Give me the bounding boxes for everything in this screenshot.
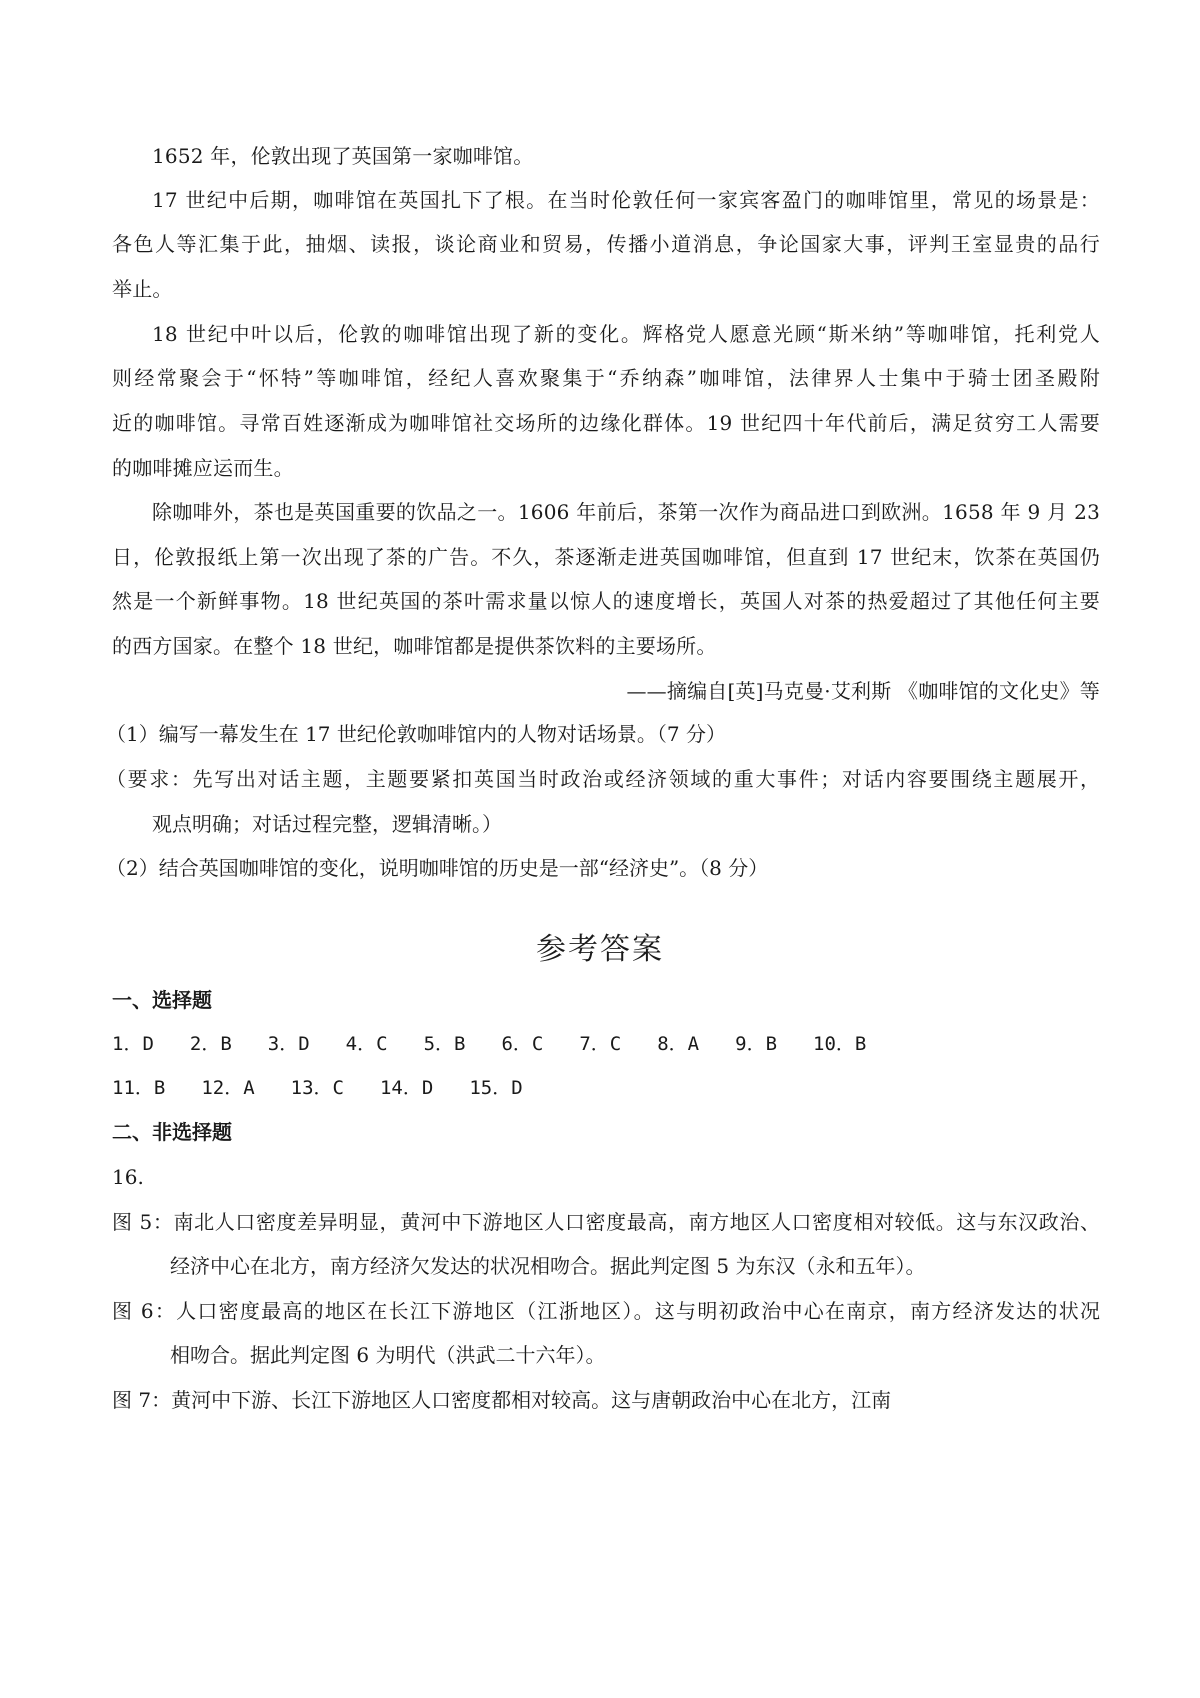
question-1-requirement-line-1: （要求：先写出对话主题，主题要紧扣英国当时政治或经济领域的重大事件；对话内容要围绕主题展开， — [106, 767, 1100, 791]
answer-8: 8．A — [657, 1033, 700, 1055]
answer-key-title: 参考答案 — [536, 932, 664, 967]
fig-6-answer-line-2: 相吻合。据此判定图 6 为明代（洪武二十六年）。 — [170, 1343, 606, 1367]
answer-11: 11．B — [112, 1077, 166, 1099]
fig-5-answer-line-1: 图 5：南北人口密度差异明显，黄河中下游地区人口密度最高，南方地区人口密度相对较低。这与东汉政治、 — [112, 1210, 1100, 1234]
question-1: （1）编写一幕发生在 17 世纪伦敦咖啡馆内的人物对话场景。（7 分） — [106, 722, 726, 746]
question-16-label: 16. — [112, 1165, 144, 1189]
answer-10: 10．B — [813, 1033, 867, 1055]
passage-source: ——摘编自[英]马克曼·艾利斯 《咖啡馆的文化史》等 — [626, 679, 1100, 703]
passage-paragraph-2-line-1: 17 世纪中后期，咖啡馆在英国扎下了根。在当时伦敦任何一家宾客盈门的咖啡馆里，常见的场景是： — [152, 188, 1100, 212]
passage-paragraph-1: 1652 年，伦敦出现了英国第一家咖啡馆。 — [152, 144, 534, 168]
passage-paragraph-2-line-3: 举止。 — [112, 277, 173, 301]
answer-2: 2．B — [189, 1033, 232, 1055]
answer-4: 4．C — [345, 1033, 388, 1055]
answer-12: 12．A — [201, 1077, 255, 1099]
section-multiple-choice: 一、选择题 — [112, 988, 212, 1012]
passage-paragraph-4-line-1: 除咖啡外，茶也是英国重要的饮品之一。1606 年前后，茶第一次作为商品进口到欧洲。1658 年 9 月 23 — [152, 500, 1100, 524]
fig-5-answer-line-2: 经济中心在北方，南方经济欠发达的状况相吻合。据此判定图 5 为东汉（永和五年）。 — [170, 1254, 926, 1278]
passage-paragraph-3-line-4: 的咖啡摊应运而生。 — [112, 456, 294, 480]
answers-row-2 — [112, 1074, 559, 1102]
answers-row-1 — [112, 1030, 902, 1058]
section-non-multiple-choice: 二、非选择题 — [112, 1120, 232, 1144]
passage-paragraph-4-line-4: 的西方国家。在整个 18 世纪，咖啡馆都是提供茶饮料的主要场所。 — [112, 634, 717, 658]
passage-paragraph-4-line-2: 日，伦敦报纸上第一次出现了茶的广告。不久，茶逐渐走进英国咖啡馆，但直到 17 世纪末，饮茶在英国仍 — [112, 545, 1100, 569]
answer-14: 14．D — [379, 1077, 434, 1099]
passage-paragraph-3-line-3: 近的咖啡馆。寻常百姓逐渐成为咖啡馆社交场所的边缘化群体。19 世纪四十年代前后，满足贫穷工人需要 — [112, 411, 1100, 435]
answer-5: 5．B — [423, 1033, 466, 1055]
passage-paragraph-3-line-2: 则经常聚会于“怀特”等咖啡馆，经纪人喜欢聚集于“乔纳森”咖啡馆，法律界人士集中于骑士团圣殿附 — [112, 366, 1100, 390]
answer-15: 15．D — [469, 1077, 523, 1099]
answer-1: 1．D — [112, 1033, 154, 1055]
fig-7-answer-line-1: 图 7：黄河中下游、长江下游地区人口密度都相对较高。这与唐朝政治中心在北方，江南 — [112, 1388, 892, 1412]
answer-7: 7．C — [579, 1033, 622, 1055]
passage-paragraph-3-line-1: 18 世纪中叶以后，伦敦的咖啡馆出现了新的变化。辉格党人愿意光顾“斯米纳”等咖啡馆，托利党人 — [152, 322, 1100, 346]
answer-3: 3．D — [267, 1033, 310, 1055]
answer-13: 13．C — [290, 1077, 344, 1099]
passage-paragraph-4-line-3: 然是一个新鲜事物。18 世纪英国的茶叶需求量以惊人的速度增长，英国人对茶的热爱超过了其他任何主要 — [112, 589, 1100, 613]
answer-6: 6．C — [501, 1033, 544, 1055]
question-2: （2）结合英国咖啡馆的变化，说明咖啡馆的历史是一部“经济史”。（8 分） — [106, 856, 769, 880]
question-1-requirement-line-2: 观点明确；对话过程完整，逻辑清晰。） — [152, 812, 502, 836]
fig-6-answer-line-1: 图 6：人口密度最高的地区在长江下游地区（江浙地区）。这与明初政治中心在南京，南方经济发达的状况 — [112, 1299, 1100, 1323]
passage-paragraph-2-line-2: 各色人等汇集于此，抽烟、读报，谈论商业和贸易，传播小道消息，争论国家大事，评判王室显贵的品行 — [112, 232, 1100, 256]
answer-9: 9．B — [735, 1033, 778, 1055]
